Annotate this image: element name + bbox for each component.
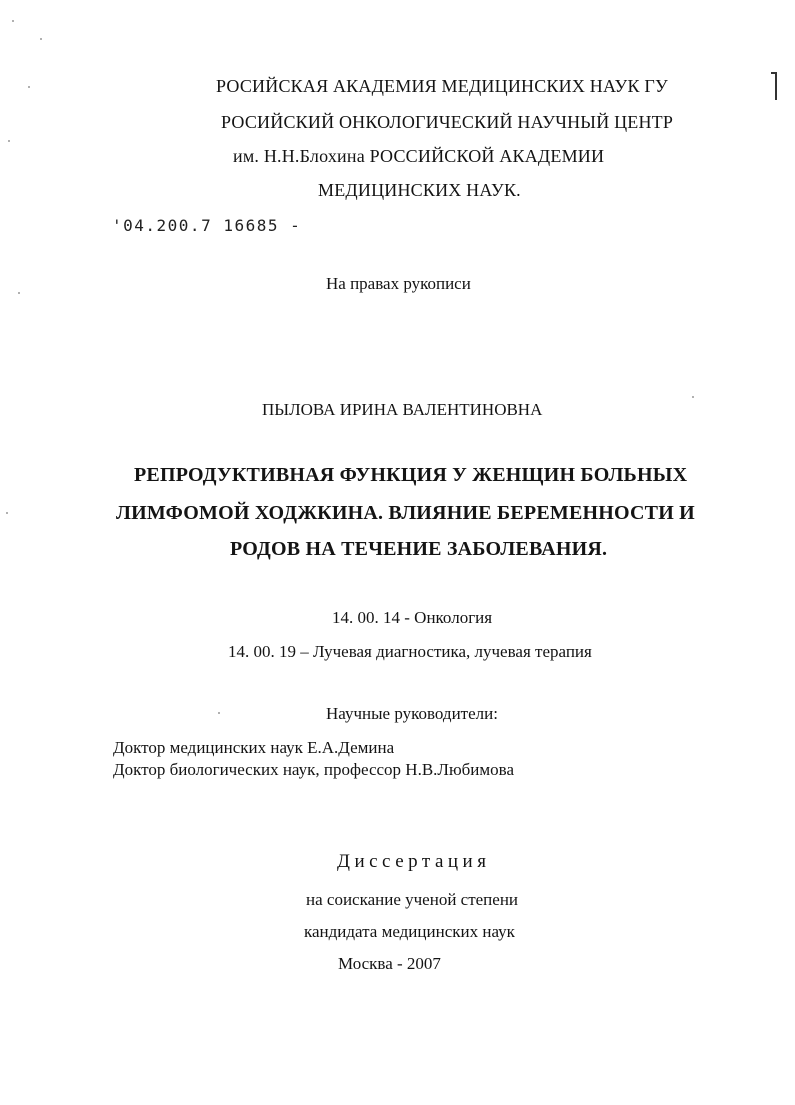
degree-line-2: кандидата медицинских наук xyxy=(304,922,515,941)
dissertation-label: Диссертация xyxy=(337,851,491,872)
scan-speck xyxy=(12,20,14,22)
scan-speck xyxy=(40,38,42,40)
registry-number: '04.200.7 16685 - xyxy=(112,216,302,235)
manuscript-note: На правах рукописи xyxy=(326,274,471,293)
scan-speck xyxy=(28,86,30,88)
title-line-3: РОДОВ НА ТЕЧЕНИЕ ЗАБОЛЕВАНИЯ. xyxy=(230,538,608,560)
specialty-oncology: 14. 00. 14 - Онкология xyxy=(332,608,493,627)
degree-line-1: на соискание ученой степени xyxy=(306,890,519,909)
scan-speck xyxy=(8,140,10,142)
scan-speck xyxy=(692,396,694,398)
scan-speck xyxy=(218,712,220,714)
header-line-2: РОСИЙСКИЙ ОНКОЛОГИЧЕСКИЙ НАУЧНЫЙ ЦЕНТР xyxy=(221,112,674,132)
header-line-4: МЕДИЦИНСКИХ НАУК. xyxy=(318,180,521,200)
specialty-radiology: 14. 00. 19 – Лучевая диагностика, лучевая терапия xyxy=(228,642,592,661)
supervisors-heading: Научные руководители: xyxy=(326,704,498,723)
author-name: ПЫЛОВА ИРИНА ВАЛЕНТИНОВНА xyxy=(262,400,543,419)
header-line-3: им. Н.Н.Блохина РОССИЙСКОЙ АКАДЕМИИ xyxy=(233,146,605,166)
title-line-2: ЛИМФОМОЙ ХОДЖКИНА. ВЛИЯНИЕ БЕРЕМЕННОСТИ И xyxy=(116,502,695,524)
header-line-1: РОСИЙСКАЯ АКАДЕМИЯ МЕДИЦИНСКИХ НАУК ГУ xyxy=(216,76,668,96)
scan-speck xyxy=(18,292,20,294)
supervisor-2: Доктор биологических наук, профессор Н.В.Любимова xyxy=(113,760,514,779)
margin-mark xyxy=(775,72,777,100)
title-line-1: РЕПРОДУКТИВНАЯ ФУНКЦИЯ У ЖЕНЩИН БОЛЬНЫХ xyxy=(134,464,688,486)
place-year: Москва - 2007 xyxy=(338,954,441,973)
scan-speck xyxy=(6,512,8,514)
supervisor-1: Доктор медицинских наук Е.А.Демина xyxy=(113,738,395,757)
